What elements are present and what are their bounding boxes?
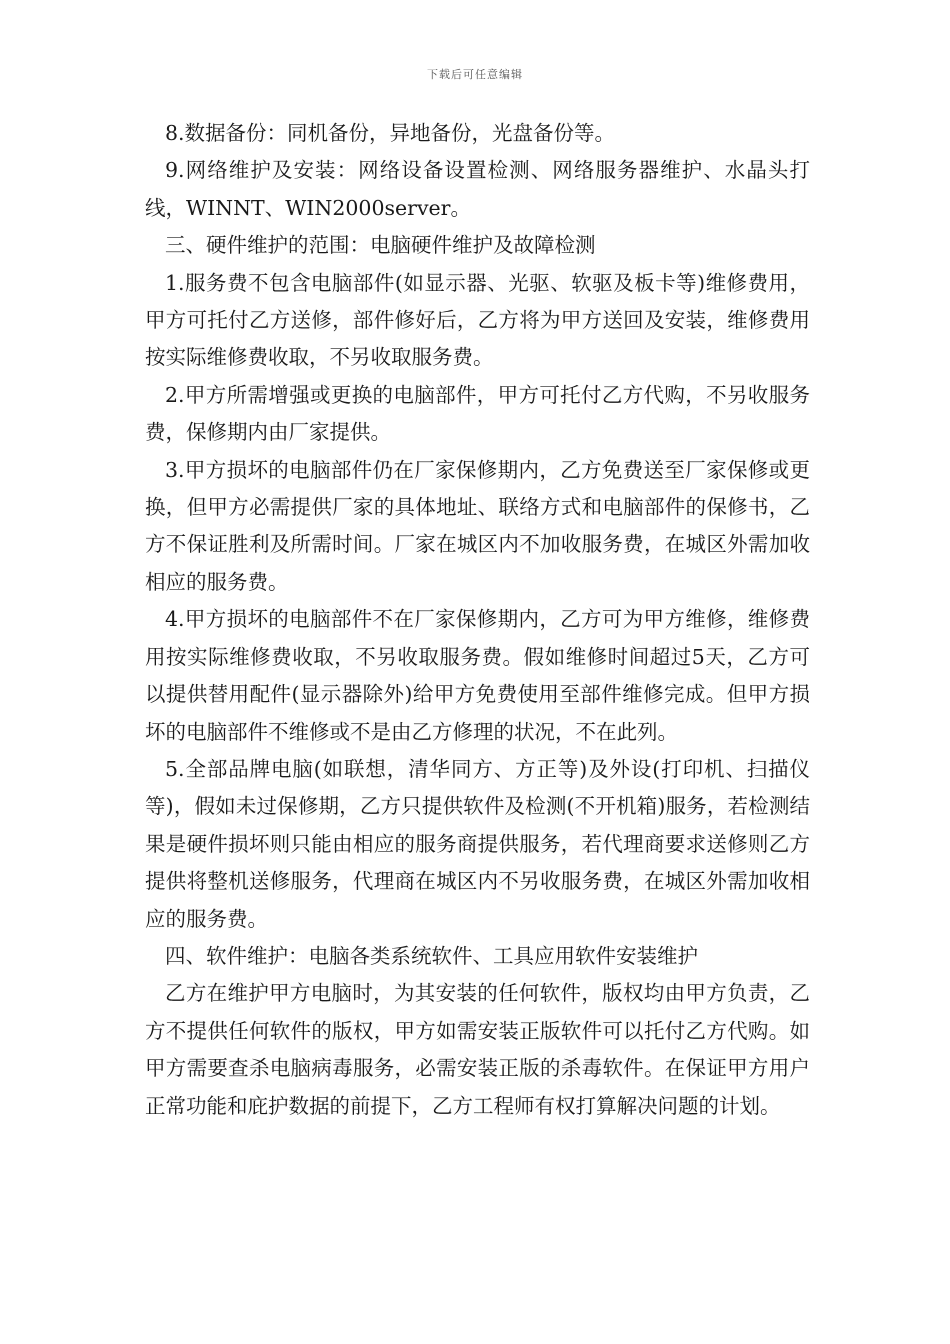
paragraph-data-backup: 8.数据备份：同机备份，异地备份，光盘备份等。 — [165, 121, 616, 145]
paragraph-hardware-5: 5.全部品牌电脑(如联想，清华同方、方正等)及外设(打印机、扫描仪等)，假如未过保修期，乙方只提供软件及检测(不开机箱)服务，若检测结果是硬件损坏则只能由相应的服务商提供服务，若代理商要求送修则乙方提供将整机送修服务，代理商在城区内不另收服务费，在城区外需加收相应的服务费。 — [145, 756, 810, 931]
paragraph-hardware-4: 4.甲方损坏的电脑部件不在厂家保修期内，乙方可为甲方维修，维修费用按实际维修费收取，不另收取服务费。假如维修时间超过5天，乙方可以提供替用配件(显示器除外)给甲方免费使用至部件维修完成。但甲方损坏的电脑部件不维修或不是由乙方修理的状况，不在此列。 — [145, 607, 810, 744]
page-header: 下载后可任意编辑 — [427, 68, 523, 81]
paragraph-hardware-1: 1.服务费不包含电脑部件(如显示器、光驱、软驱及板卡等)维修费用，甲方可托付乙方送修，部件修好后，乙方将为甲方送回及安装，维修费用按实际维修费收取，不另收取服务费。 — [145, 270, 810, 370]
paragraph-network-maintenance: 9.网络维护及安装：网络设备设置检测、网络服务器维护、水晶头打线，WINNT、WIN2000server。 — [145, 158, 810, 220]
paragraph-hardware-2: 2.甲方所需增强或更换的电脑部件，甲方可托付乙方代购，不另收服务费，保修期内由厂家提供。 — [145, 382, 810, 445]
document-body — [145, 115, 810, 1125]
section-heading-software: 四、软件维护：电脑各类系统软件、工具应用软件安装维护 — [165, 943, 698, 968]
section-heading-hardware: 三、硬件维护的范围：电脑硬件维护及故障检测 — [165, 233, 596, 258]
paragraph-hardware-3: 3.甲方损坏的电脑部件仍在厂家保修期内，乙方免费送至厂家保修或更换，但甲方必需提供厂家的具体地址、联络方式和电脑部件的保修书，乙方不保证胜利及所需时间。厂家在城区内不加收服务费，在城区外需加收相应的服务费。 — [145, 457, 810, 594]
paragraph-software-1: 乙方在维护甲方电脑时，为其安装的任何软件，版权均由甲方负责，乙方不提供任何软件的版权，甲方如需安装正版软件可以托付乙方代购。如甲方需要查杀电脑病毒服务，必需安装正版的杀毒软件。在保证甲方用户正常功能和庇护数据的前提下，乙方工程师有权打算解决问题的计划。 — [145, 981, 810, 1118]
